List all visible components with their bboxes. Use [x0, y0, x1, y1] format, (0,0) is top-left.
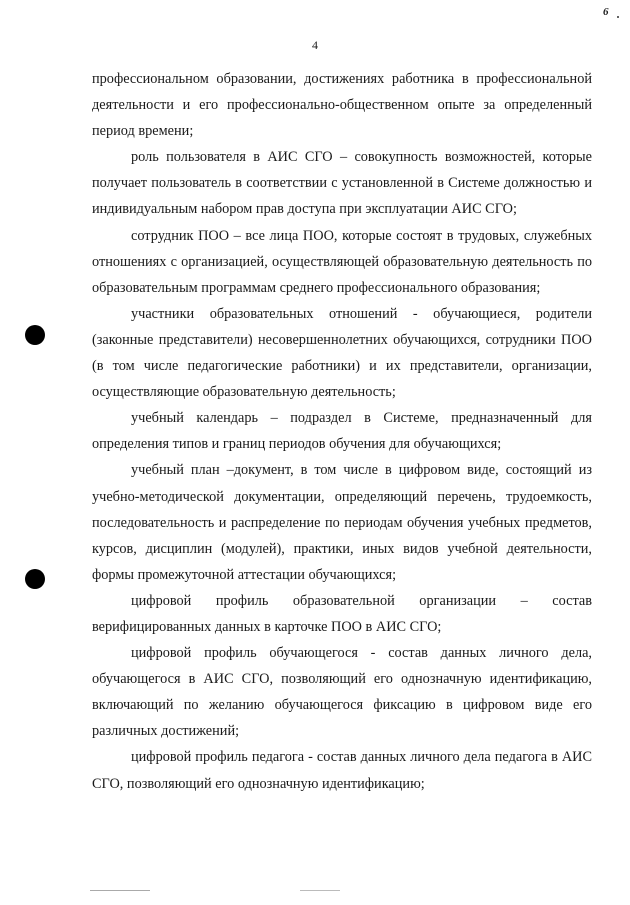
- paragraph: учебный календарь – подраздел в Системе, предназначенный для определения типов и границ периодов обучения для обучающихся;: [92, 410, 592, 453]
- page-number: 4: [312, 38, 318, 52]
- paragraph: цифровой профиль образовательной организации – состав верифицированных данных в карточке ПОО в АИС СГО;: [92, 592, 592, 635]
- scan-edge-mark: [90, 890, 150, 891]
- paragraph: профессиональном образовании, достижениях работника в профессиональной деятельности и его профессионально-общественном опыте за определенный период времени;: [92, 71, 592, 140]
- paragraph: цифровой профиль педагога - состав данных личного дела педагога в АИС СГО, позволяющий его однозначную идентификацию;: [92, 749, 592, 792]
- paragraph: участники образовательных отношений - обучающиеся, родители (законные представители) несовершеннолетних обучающихся, сотрудники ПОО (в том числе педагогические работники) и их представители, организации, осуществляющие образовательную деятельность;: [92, 305, 592, 401]
- paragraph: учебный план –документ, в том числе в цифровом виде, состоящий из учебно-методической документации, определяющий перечень, трудоемкость, последовательность и распределение по периодам обучения учебных предметов, курсов, дисциплин (модулей), практики, иных видов учебной деятельности, формы промежуточной аттестации обучающихся;: [92, 462, 592, 583]
- scan-edge-mark: [300, 890, 340, 891]
- document-body: [92, 66, 592, 797]
- paragraph: цифровой профиль обучающегося - состав данных личного дела, обучающегося в АИС СГО, позволяющий его однозначную идентификацию, включающий по желанию обучающегося фиксацию в цифровом виде его различных достижений;: [92, 645, 592, 740]
- punch-hole-bottom: [25, 569, 45, 589]
- punch-hole-top: [25, 325, 45, 345]
- paragraph: роль пользователя в АИС СГО – совокупность возможностей, которые получает пользователь в соответствии с установленной в Системе должностью и индивидуальным набором прав доступа при эксплуатации АИС СГО;: [92, 149, 592, 218]
- paragraph: сотрудник ПОО – все лица ПОО, которые состоят в трудовых, служебных отношениях с организацией, осуществляющей образовательную деятельность по образовательным программам среднего профессионального образования;: [92, 227, 592, 296]
- scan-speck: [617, 16, 619, 18]
- handwritten-page-mark: 6: [603, 6, 609, 18]
